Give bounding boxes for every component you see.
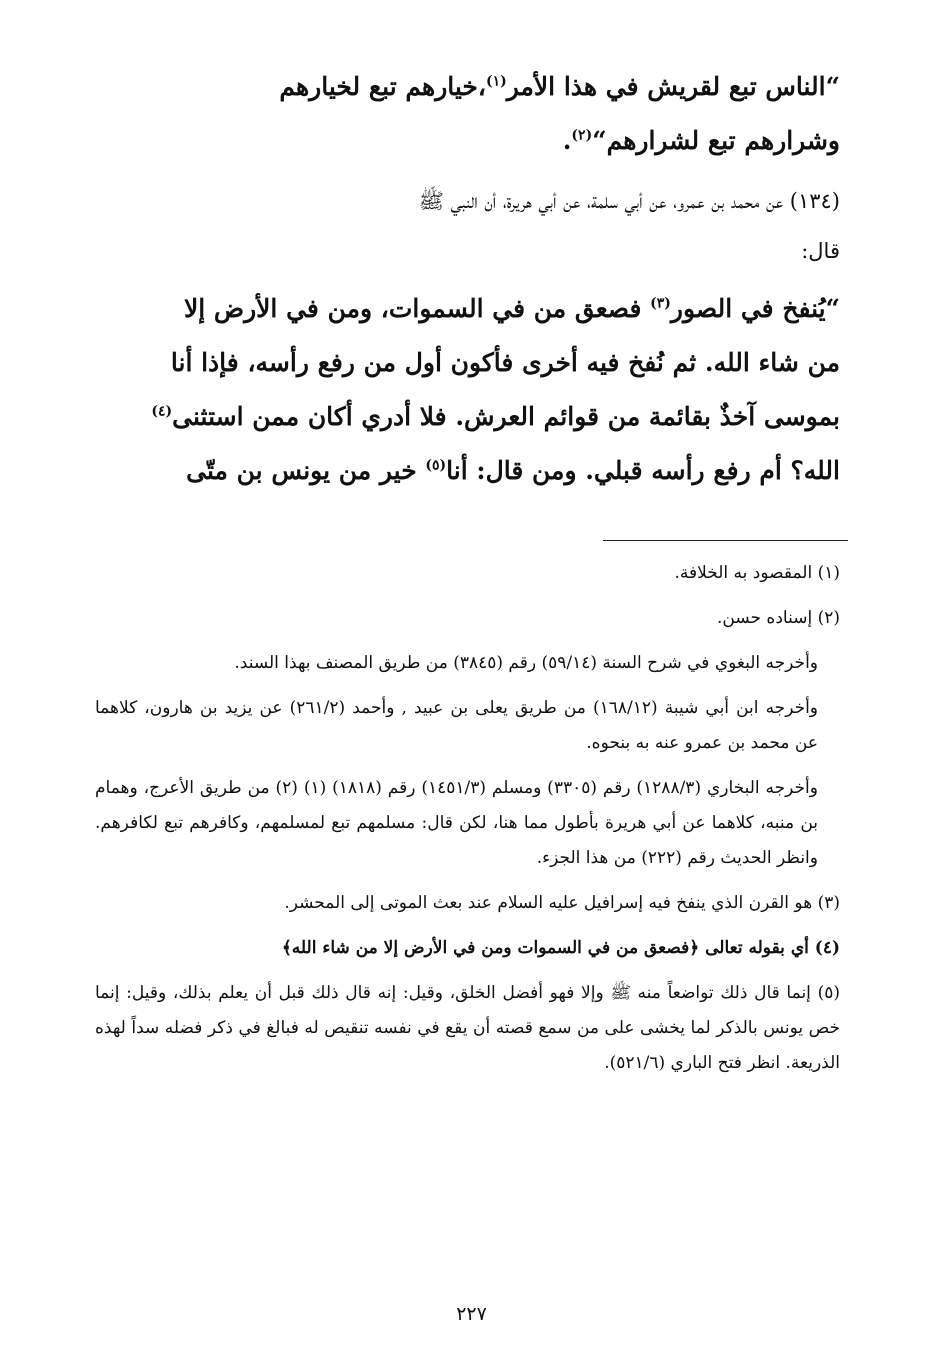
footnote-2-para-2: وأخرجه ابن أبي شيبة (١٦٨/١٢) من طريق يعلى بن عبيد , وأحمد (٢٦١/٢) عن يزيد بن هارون، كلاهما عن محمد بن عمرو عنه به بنحوه.: [95, 698, 819, 753]
footnote-4: (٤) أي بقوله تعالى ﴿فصعق من في السموات ومن في الأرض إلا من شاء الله﴾: [281, 938, 840, 958]
quote2-line1: [95, 282, 840, 336]
quote1-text-b: ،خيارهم تبع لخيارهم: [279, 72, 486, 101]
footnote-separator: [603, 540, 848, 541]
footnote-2-para-1: وأخرجه البغوي في شرح السنة (٥٩/١٤) رقم (٣٨٤٥) من طريق المصنف بهذا السند.: [234, 653, 818, 673]
quote2-text-d: الله؟ أم رفع رأسه قبلي. ومن قال: أنا: [446, 456, 840, 485]
quote1-text-d: .: [562, 126, 572, 155]
quote2-text-e: خير من يونس بن متّى: [186, 456, 426, 485]
narration-line1: (١٣٤) عن محمد بن عمرو، عن أبي سلمة، عن أبي هريرة، أن النبي ﷺ: [418, 189, 840, 213]
quote1-line1: [95, 60, 840, 114]
quote2-line2: من شاء الله. ثم نُفخ فيه أخرى فأكون أول من رفع رأسه، فإذا أنا: [170, 348, 840, 377]
footnote-ref-1: (١): [485, 73, 507, 90]
footnotes: [95, 556, 840, 1091]
footnote-2: (٢) إسناده حسن.: [717, 608, 840, 628]
page-number: ٢٢٧: [456, 1303, 487, 1325]
hadith-quote-1: [95, 60, 840, 168]
hadith-quote-2: [95, 282, 840, 498]
quote2-text-a: “يُنفخ في الصور: [670, 294, 840, 323]
footnote-ref-5: (٥): [425, 457, 447, 474]
quote1-text-a: “الناس تبع لقريش في هذا الأمر: [506, 72, 840, 101]
quote2-line3: [95, 390, 840, 444]
quote2-text-c: بموسى آخذٌ بقائمة من قوائم العرش. فلا أدري أكان ممن استثنى: [172, 402, 840, 431]
footnote-ref-3: (٣): [650, 295, 671, 312]
quote1-line2: [95, 114, 840, 168]
footnote-ref-2: (٢): [571, 127, 593, 144]
quote2-text-b: فصعق من في السموات، ومن في الأرض إلا: [183, 294, 651, 323]
footnote-5: (٥) إنما قال ذلك تواضعاً منه ﷺ وإلا فهو أفضل الخلق، وقيل: إنه قال ذلك قبل أن يعلم بذلك، وقيل: إنما خص يونس بالذكر لما يخشى على من سمع قصته أن يقع في نفسه تنقيص له فبالغ في ذكر فضله سداً لهذه الذريعة. انظر فتح الباري (٥٢١/٦).: [95, 983, 840, 1073]
footnote-3: (٣) هو القرن الذي ينفخ فيه إسرافيل عليه السلام عند بعث الموتى إلى المحشر.: [284, 893, 840, 913]
narration-line2: قال:: [801, 239, 840, 263]
quote2-line4: [95, 444, 840, 498]
footnote-2-para-3: وأخرجه البخاري (١٢٨٨/٣) رقم (٣٣٠٥) ومسلم (١٤٥١/٣) رقم (١٨١٨) (١) (٢) من طريق الأعرج، وهمام بن منبه، كلاهما عن أبي هريرة بأطول مما هنا، لكن قال: مسلمهم تبع لمسلمهم، وكافرهم تبع لكافرهم. وانظر الحديث رقم (٢٢٢) من هذا الجزء.: [95, 778, 818, 868]
footnote-ref-4: (٤): [151, 403, 173, 420]
quote1-text-c: وشرارهم تبع لشرارهم“: [592, 126, 840, 155]
footnote-1: (١) المقصود به الخلافة.: [674, 563, 840, 583]
